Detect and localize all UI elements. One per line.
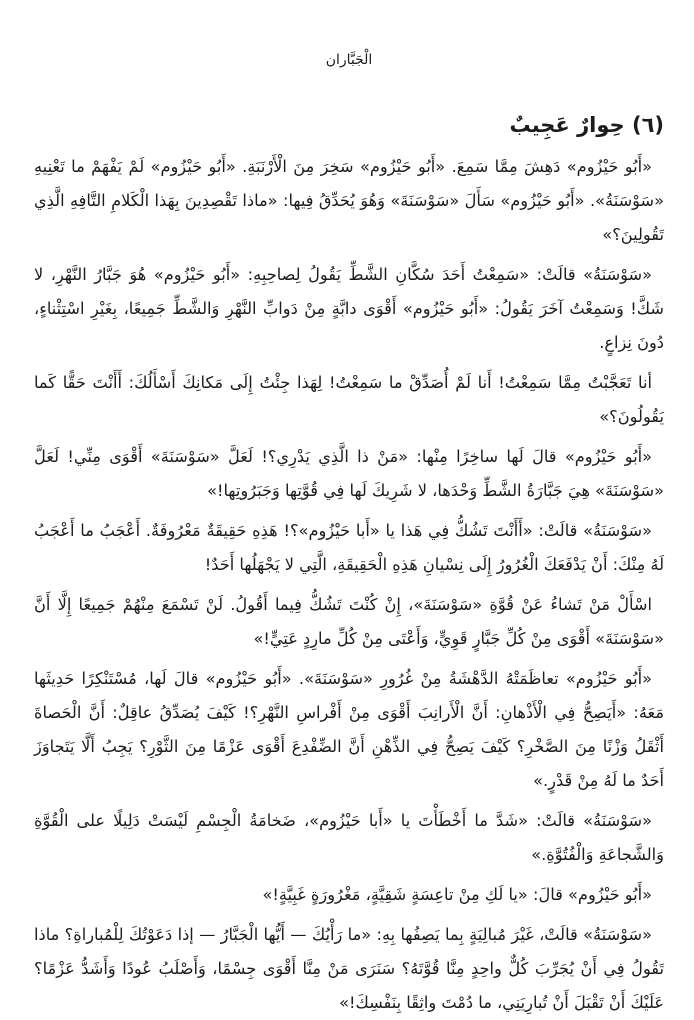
paragraph-6: اسْأَلْ مَنْ تَشاءُ عَنْ قُوَّةِ «سَوْسَنَةَ»، إِنْ كُنْتَ تَشُكُّ فِيما أَقُولُ. لَنْ تَسْمَعَ مِنْهُمْ جَمِيعًا إِلَّا أَنَّ «سَوْسَنَةَ» أَقْوَى مِنْ كُلِّ جَبَّارٍ قَوِيٍّ، وَأَعْتَى مِنْ كُلِّ مارِدٍ عَتِيٍّ!»	[34, 595, 664, 648]
running-head: الْجَبَّاران	[325, 52, 373, 68]
paragraph-5: «سَوْسَنَةُ» قالَتْ: «أَأَنْتَ تَشُكُّ فِي هَذا يا «أَبا حَيْزُوم»؟! هَذِهِ حَقِيقَةٌ مَعْرُوفَةٌ. أَعْجَبُ ما أَعْجَبُ لَهُ مِنْكَ: أَنْ يَدْفَعَكَ الْغُرُورُ إِلَى نِسْيانِ هَذِهِ الْحَقِيقَةِ، الَّتِي لا يَجْهَلُها أَحَدٌ!	[34, 521, 664, 574]
paragraph-4: «أَبُو حَيْزُوم» قالَ لَها ساخِرًا مِنْها: «مَنْ ذا الَّذِي يَدْرِي؟! لَعَلَّ «سَوْسَنَةَ» أَقْوَى مِنِّي! لَعَلَّ «سَوْسَنَةَ» هِيَ جَبَّارَةُ الشَّطِّ وَحْدَها، لا شَرِيكَ لَها فِي قُوَّتِها وَجَبَرُوتِها!»	[34, 447, 664, 500]
chapter-title: (٦) حِوارٌ عَجِيبٌ	[509, 113, 664, 137]
paragraph-1: «أَبُو حَيْزُوم» دَهِشَ مِمَّا سَمِعَ. «أَبُو حَيْزُوم» سَخِرَ مِنَ الْأَرْنَبَةِ. «أَبُو حَيْزُوم» لَمْ يَفْهَمْ ما تَعْنِيهِ «سَوْسَنَةُ». «أَبُو حَيْزُوم» سَأَلَ «سَوْسَنَةَ» وَهُوَ يُحَدِّقُ فِيها: «ماذا تَقْصِدِينَ بِهَذا الْكَلامِ التَّافِهِ الَّذِي تَقُولِينَ؟»	[34, 157, 664, 244]
paragraph-9: «أَبُو حَيْزُوم» قالَ: «يا لَكِ مِنْ تاعِسَةٍ شَقِيَّةٍ، مَغْرُورَةٍ غَبِيَّةٍ!»	[262, 885, 652, 904]
paragraph-7: «أَبُو حَيْزُوم» تعاظَمَتْهُ الدَّهْشَةُ مِنْ غُرُورِ «سَوْسَنَةَ». «أَبُو حَيْزُوم» قالَ لَها، مُسْتَنْكِرًا حَدِيثَها مَعَهُ: «أَيَصِحُّ فِي الْأَذْهانِ: أَنَّ الْأَرانِبَ أَقْوَى مِنْ أَفْراسِ النَّهْرِ؟! كَيْفَ يُصَدِّقُ عاقِلٌ: أَنَّ الْحَصاةَ أَثْقَلُ وَزْنًا مِنَ الصَّخْرِ؟ كَيْفَ يَصِحُّ فِي الذِّهْنِ أَنَّ الضِّفْدِعَ أَقْوَى عَزْمًا مِنَ الثَّوْرِ؟ يَجِبُ أَلَّا يَتَجاوَزَ أَحَدٌ ما لَهُ مِنْ قَدْرٍ.»	[34, 669, 664, 790]
paragraph-10: «سَوْسَنَةُ» قالَتْ، غَيْرَ مُبالِيَةٍ بِما يَصِفُها بِهِ: «ما رَأْيُكَ — أَيُّها الْجَبَّارُ — إذا دَعَوْتُكَ لِلْمُباراةِ؟ ماذا تَقُولُ فِي أَنْ يُجَرِّبَ كُلٌّ واحِدٍ مِنَّا قُوَّتَهُ؟ سَنَرَى مَنْ مِنَّا أَقْوَى جِسْمًا، وَأَصْلَبُ عُودًا وَأَشَدُّ عَزْمًا؟ عَلَيْكَ أَنْ تَقْبَلَ أَنْ تُبارِيَنِي، ما دُمْتَ واثِقًا بِنَفْسِكَ!»	[34, 925, 664, 1012]
body-text	[34, 150, 664, 1020]
paragraph-8: «سَوْسَنَةُ» قالَتْ: «شَدَّ ما أَخْطَأْتَ يا «أَبا حَيْزُوم»، ضَخامَةُ الْجِسْمِ لَيْسَتْ دَلِيلًا على الْقُوَّةِ وَالشَّجاعَةِ وَالْفُتُوَّةِ.»	[34, 811, 664, 864]
paragraph-2: «سَوْسَنَةُ» قالَتْ: «سَمِعْتُ أَحَدَ سُكَّانِ الشَّطِّ يَقُولُ لِصاحِبِهِ: «أَبُو حَيْزُوم» هُوَ جَبَّارُ النَّهْرِ، لا شَكَّ! وَسَمِعْتُ آخَرَ يَقُولُ: «أَبُو حَيْزُوم» أَقْوَى دابَّةٍ مِنْ دَوابِّ النَّهْرِ وَالشَّطِّ جَمِيعًا، بِغَيْرِ اسْتِثْناءٍ، دُونَ نِزاعٍ.	[34, 265, 664, 352]
paragraph-3: أنا تَعَجَّبْتُ مِمَّا سَمِعْتُ! أَنا لَمْ أُصَدِّقْ ما سَمِعْتُ! لِهَذا جِئْتُ إِلَى مَكانِكَ أَسْأَلُكَ: أَأَنْتَ حَقًّا كَما يَقُولُونَ؟»	[34, 373, 664, 426]
